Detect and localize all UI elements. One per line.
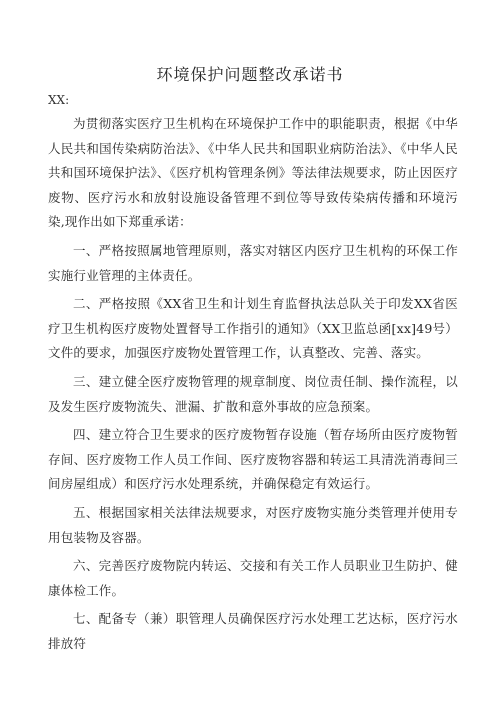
intro-paragraph: 为贯彻落实医疗卫生机构在环境保护工作中的职能职责，根据《中华人民共和国传染病防治法》、《中华人民共和国职业病防治法》、《中华人民共和国环境保护法》、《医疗机构管理条例》等法律法规要求，防止因医疗废物、医疗污水和放射设施设备管理不到位等导致传染病传播和环境污染,现作出如下郑重承诺： — [48, 116, 458, 230]
commitment-item-7: 七、配备专（兼）职管理人员确保医疗污水处理工艺达标，医疗污水排放符 — [48, 611, 458, 651]
document-body — [48, 112, 458, 660]
commitment-item-5: 五、根据国家相关法律法规要求，对医疗废物实施分类管理并使用专用包装物及容器。 — [48, 504, 458, 545]
document-title: 环境保护问题整改承诺书 — [156, 65, 344, 84]
commitment-item-6: 六、完善医疗废物院内转运、交接和有关工作人员职业卫生防护、健康体检工作。 — [48, 558, 458, 598]
commitment-item-2: 二、严格按照《XX省卫生和计划生育监督执法总队关于印发XX省医疗卫生机构医疗废物处置督导工作指引的通知》（XX卫监总函[xx]49号）文件的要求，加强医疗废物处置管理工作，认真整改、完善、落实。 — [48, 296, 458, 361]
commitment-item-1: 一、严格按照属地管理原则，落实对辖区内医疗卫生机构的环保工作实施行业管理的主体责任。 — [48, 242, 458, 283]
commitment-item-3: 三、建立健全医疗废物管理的规章制度、岗位责任制、操作流程，以及发生医疗废物流失、泄漏、扩散和意外事故的应急预案。 — [48, 373, 458, 414]
salutation: XX: — [48, 93, 70, 107]
commitment-item-4: 四、建立符合卫生要求的医疗废物暂存设施（暂存场所由医疗废物暂存间、医疗废物工作人员工作间、医疗废物容器和转运工具清洗消毒间三间房屋组成）和医疗污水处理系统，并确保稳定有效运行。 — [48, 427, 458, 492]
